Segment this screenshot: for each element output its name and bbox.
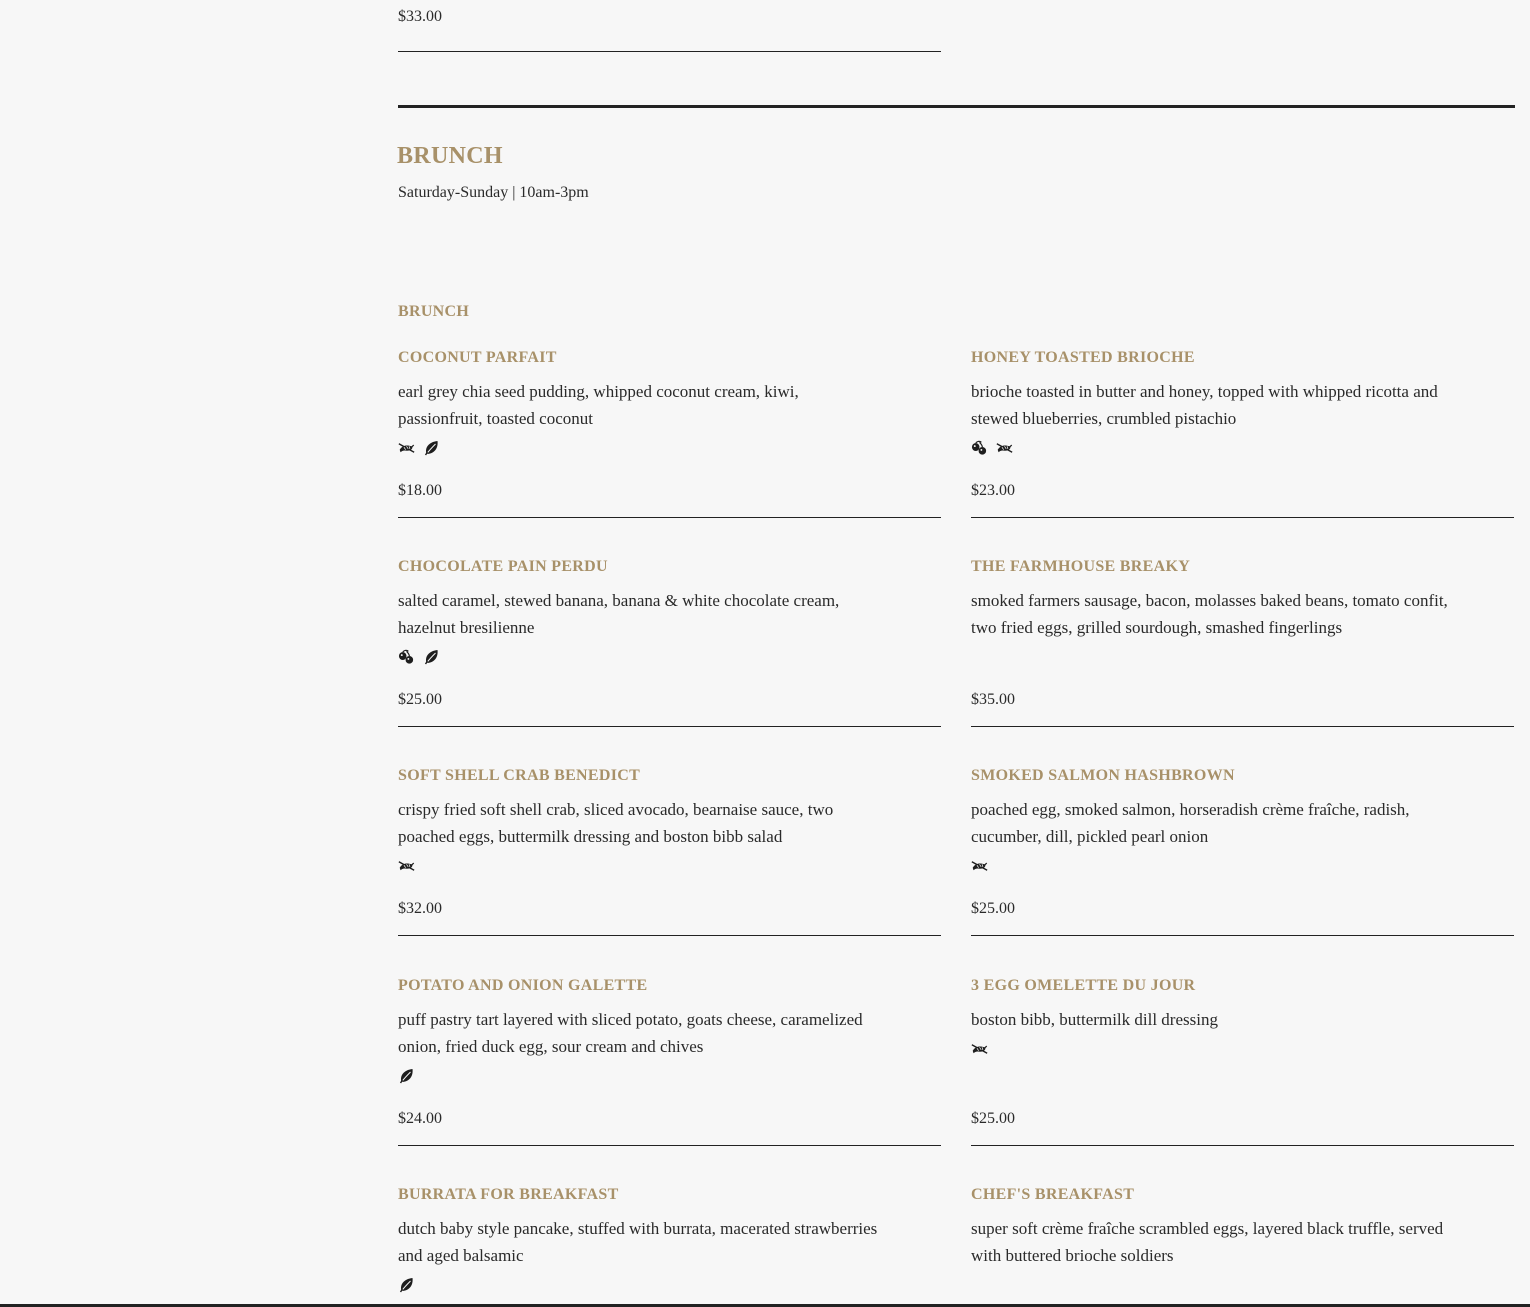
menu-item-description: brioche toasted in butter and honey, topped with whipped ricotta and stewed blueberries, crumbled pistachio bbox=[971, 382, 1438, 428]
previous-item-price: $33.00 bbox=[398, 8, 442, 25]
menu-item-description: super soft crème fraîche scrambled eggs, layered black truffle, served with buttered brioche soldiers bbox=[971, 1219, 1444, 1265]
menu-item bbox=[398, 341, 942, 550]
item-divider bbox=[398, 51, 941, 52]
menu-item-price: $23.00 bbox=[971, 482, 1015, 499]
menu-item bbox=[971, 550, 1515, 759]
menu-item-name: POTATO AND ONION GALETTE bbox=[398, 977, 648, 994]
menu-item bbox=[398, 759, 942, 968]
menu-item-name: CHOCOLATE PAIN PERDU bbox=[398, 558, 608, 575]
menu-item-description: dutch baby style pancake, stuffed with burrata, macerated strawberries and aged balsamic bbox=[398, 1219, 878, 1265]
gluten-free-icon bbox=[996, 440, 1013, 456]
item-divider bbox=[971, 935, 1514, 936]
menu-item bbox=[398, 1178, 942, 1307]
menu-item-description: earl grey chia seed pudding, whipped coconut cream, kiwi, passionfruit, toasted coconut bbox=[398, 382, 799, 428]
section-divider bbox=[398, 105, 1515, 108]
category-title: BRUNCH bbox=[398, 303, 470, 320]
nut-icon bbox=[398, 649, 415, 665]
menu-item-price: $25.00 bbox=[971, 1110, 1015, 1127]
menu-item-description: smoked farmers sausage, bacon, molasses baked beans, tomato confit, two fried eggs, grilled sourdough, smashed fingerlings bbox=[971, 591, 1448, 637]
menu-item bbox=[398, 550, 942, 759]
dietary-icons bbox=[971, 439, 1013, 457]
vegetarian-icon bbox=[423, 440, 440, 456]
menu-item-name: SMOKED SALMON HASHBROWN bbox=[971, 767, 1235, 784]
dietary-icons bbox=[398, 857, 415, 875]
item-divider bbox=[398, 935, 941, 936]
item-divider bbox=[398, 517, 941, 518]
menu-item-description: boston bibb, buttermilk dill dressing bbox=[971, 1010, 1218, 1029]
menu-item-price: $25.00 bbox=[398, 691, 442, 708]
item-divider bbox=[971, 726, 1514, 727]
gluten-free-icon bbox=[971, 858, 988, 874]
nut-icon bbox=[971, 440, 988, 456]
menu-item-name: HONEY TOASTED BRIOCHE bbox=[971, 349, 1195, 366]
menu-item bbox=[971, 969, 1515, 1178]
dietary-icons bbox=[398, 1067, 415, 1085]
menu-item-price: $32.00 bbox=[398, 900, 442, 917]
gluten-free-icon bbox=[971, 1041, 988, 1057]
menu-item-name: BURRATA FOR BREAKFAST bbox=[398, 1186, 619, 1203]
dietary-icons bbox=[398, 1276, 415, 1294]
menu-item bbox=[971, 1178, 1515, 1307]
menu-item-price: $18.00 bbox=[398, 482, 442, 499]
dietary-icons bbox=[398, 648, 440, 666]
item-divider bbox=[398, 726, 941, 727]
menu-item-name: SOFT SHELL CRAB BENEDICT bbox=[398, 767, 641, 784]
vegetarian-icon bbox=[398, 1277, 415, 1293]
vegetarian-icon bbox=[398, 1068, 415, 1084]
menu-item bbox=[971, 759, 1515, 968]
dietary-icons bbox=[971, 857, 988, 875]
menu-item-price: $25.00 bbox=[971, 900, 1015, 917]
section-hours: Saturday-Sunday | 10am-3pm bbox=[398, 184, 589, 201]
menu-item-description: salted caramel, stewed banana, banana & white chocolate cream, hazelnut bresilienne bbox=[398, 591, 840, 637]
item-divider bbox=[971, 1145, 1514, 1146]
gluten-free-icon bbox=[398, 440, 415, 456]
vegetarian-icon bbox=[423, 649, 440, 665]
menu-item-name: 3 EGG OMELETTE DU JOUR bbox=[971, 977, 1196, 994]
gluten-free-icon bbox=[398, 858, 415, 874]
menu-item bbox=[971, 341, 1515, 550]
menu-item bbox=[398, 969, 942, 1178]
item-divider bbox=[971, 517, 1514, 518]
dietary-icons bbox=[398, 439, 440, 457]
menu-item-description: puff pastry tart layered with sliced potato, goats cheese, caramelized onion, fried duck egg, sour cream and chives bbox=[398, 1010, 863, 1056]
dietary-icons bbox=[971, 1040, 988, 1058]
menu-item-name: COCONUT PARFAIT bbox=[398, 349, 557, 366]
menu-item-description: crispy fried soft shell crab, sliced avocado, bearnaise sauce, two poached eggs, buttermilk dressing and boston bibb salad bbox=[398, 800, 834, 846]
menu-item-name: CHEF'S BREAKFAST bbox=[971, 1186, 1135, 1203]
item-divider bbox=[398, 1145, 941, 1146]
menu-item-price: $35.00 bbox=[971, 691, 1015, 708]
section-title: BRUNCH bbox=[397, 143, 503, 169]
menu-item-name: THE FARMHOUSE BREAKY bbox=[971, 558, 1191, 575]
menu-item-price: $24.00 bbox=[398, 1110, 442, 1127]
menu-item-description: poached egg, smoked salmon, horseradish crème fraîche, radish, cucumber, dill, pickled pearl onion bbox=[971, 800, 1410, 846]
